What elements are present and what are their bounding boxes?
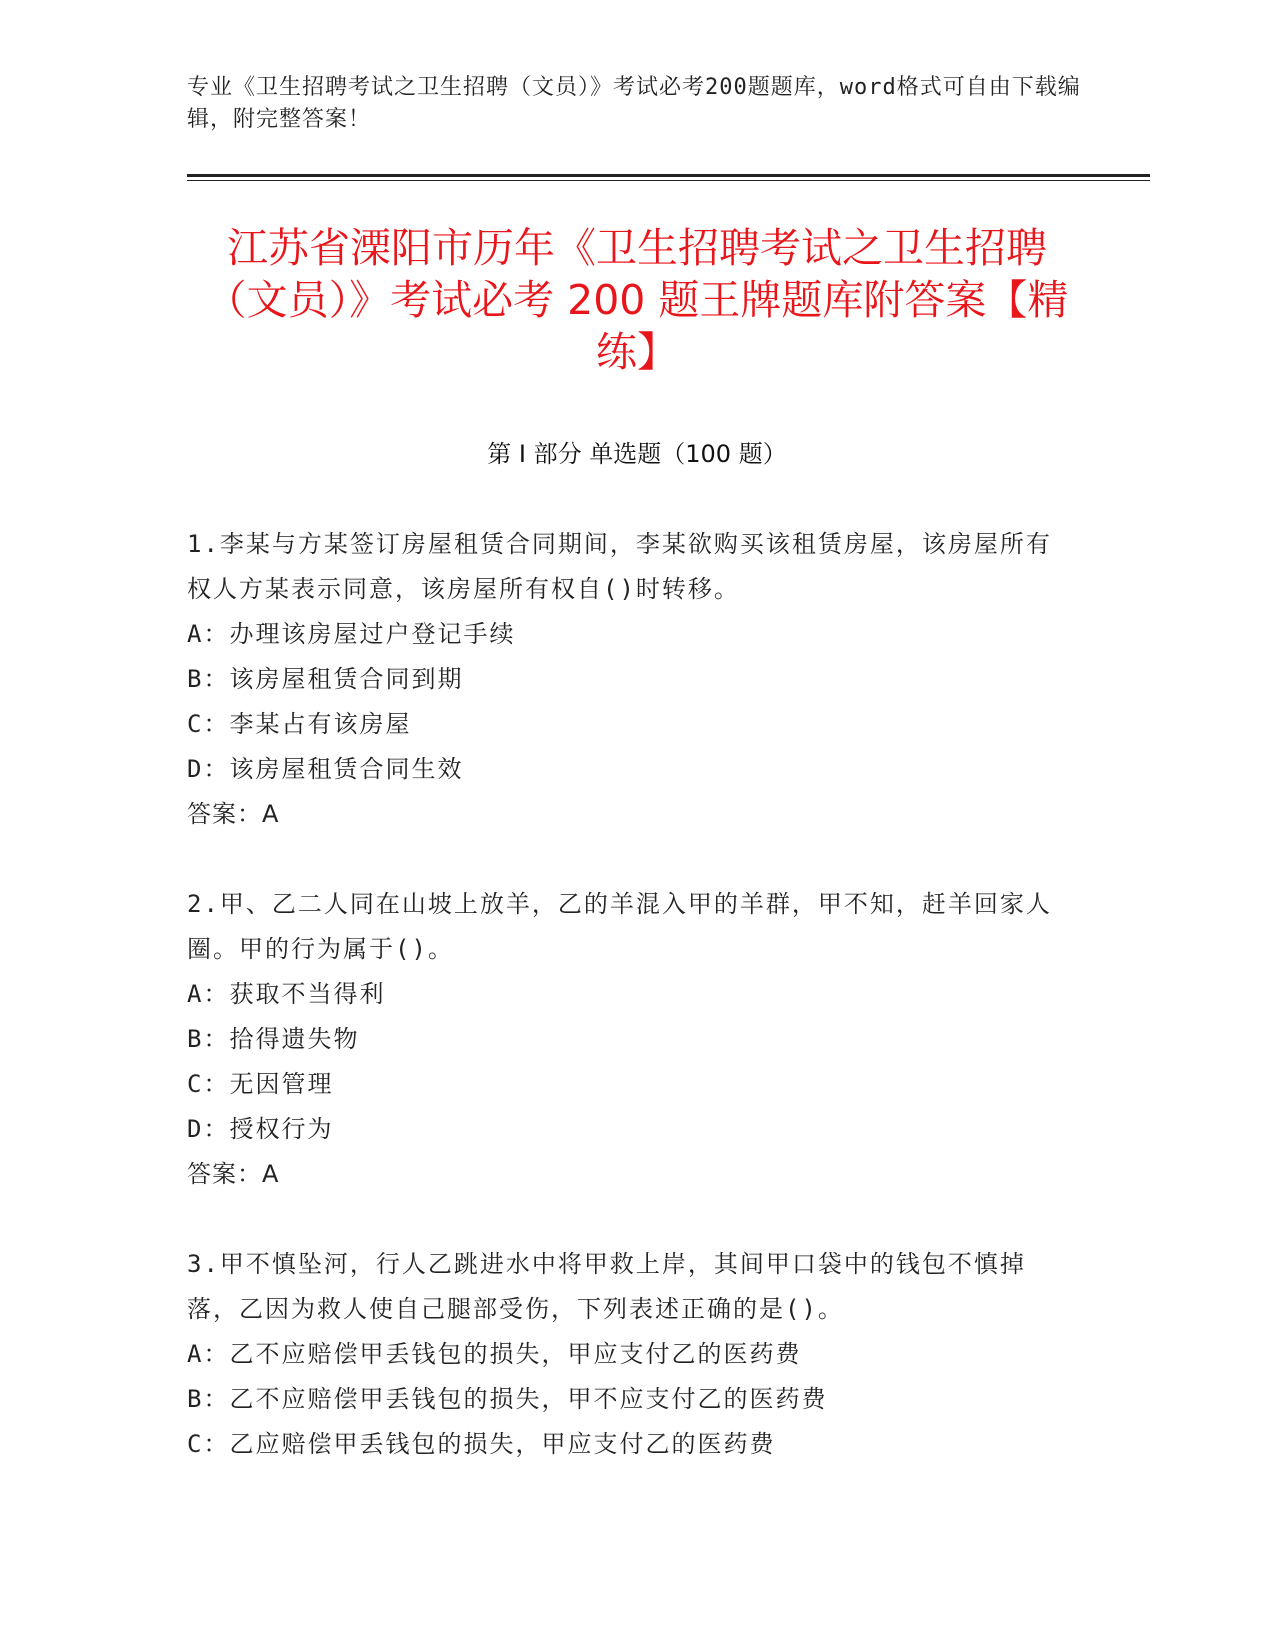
option-c: C：无因管理 <box>187 1070 334 1098</box>
question-stem: 1.李某与方某签订房屋租赁合同期间，李某欲购买该租赁房屋，该房屋所有权人方某表示同意，该房屋所有权自()时转移。 <box>187 530 1052 603</box>
question-item <box>187 1242 1067 1467</box>
document-title: 江苏省溧阳市历年《卫生招聘考试之卫生招聘（文员）》考试必考 200 题王牌题库附答案【精练】 <box>205 224 1069 376</box>
header-divider-thin <box>187 180 1150 181</box>
option-c: C：李某占有该房屋 <box>187 710 412 738</box>
option-d: D：授权行为 <box>187 1115 334 1143</box>
question-stem: 3.甲不慎坠河，行人乙跳进水中将甲救上岸，其间甲口袋中的钱包不慎掉落，乙因为救人使自己腿部受伤，下列表述正确的是()。 <box>187 1250 1026 1323</box>
header-note: 专业《卫生招聘考试之卫生招聘（文员）》考试必考200题题库，word格式可自由下载编辑，附完整答案！ <box>187 75 1081 132</box>
option-b: B：拾得遗失物 <box>187 1025 360 1053</box>
option-b: B：乙不应赔偿甲丢钱包的损失，甲不应支付乙的医药费 <box>187 1385 828 1413</box>
question-item <box>187 522 1067 837</box>
option-a: A：获取不当得利 <box>187 980 386 1008</box>
answer-text: 答案：A <box>187 800 280 828</box>
option-b: B：该房屋租赁合同到期 <box>187 665 464 693</box>
question-item <box>187 882 1067 1197</box>
header-divider-thick <box>187 174 1150 177</box>
section-title: 第 I 部分 单选题（100 题） <box>487 440 787 468</box>
option-d: D：该房屋租赁合同生效 <box>187 755 464 783</box>
option-a: A：乙不应赔偿甲丢钱包的损失，甲应支付乙的医药费 <box>187 1340 802 1368</box>
option-a: A：办理该房屋过户登记手续 <box>187 620 516 648</box>
answer-text: 答案：A <box>187 1160 280 1188</box>
option-c: C：乙应赔偿甲丢钱包的损失，甲应支付乙的医药费 <box>187 1430 776 1458</box>
question-list <box>187 522 1067 1512</box>
question-stem: 2.甲、乙二人同在山坡上放羊，乙的羊混入甲的羊群，甲不知，赶羊回家人圈。甲的行为属于()。 <box>187 890 1052 963</box>
